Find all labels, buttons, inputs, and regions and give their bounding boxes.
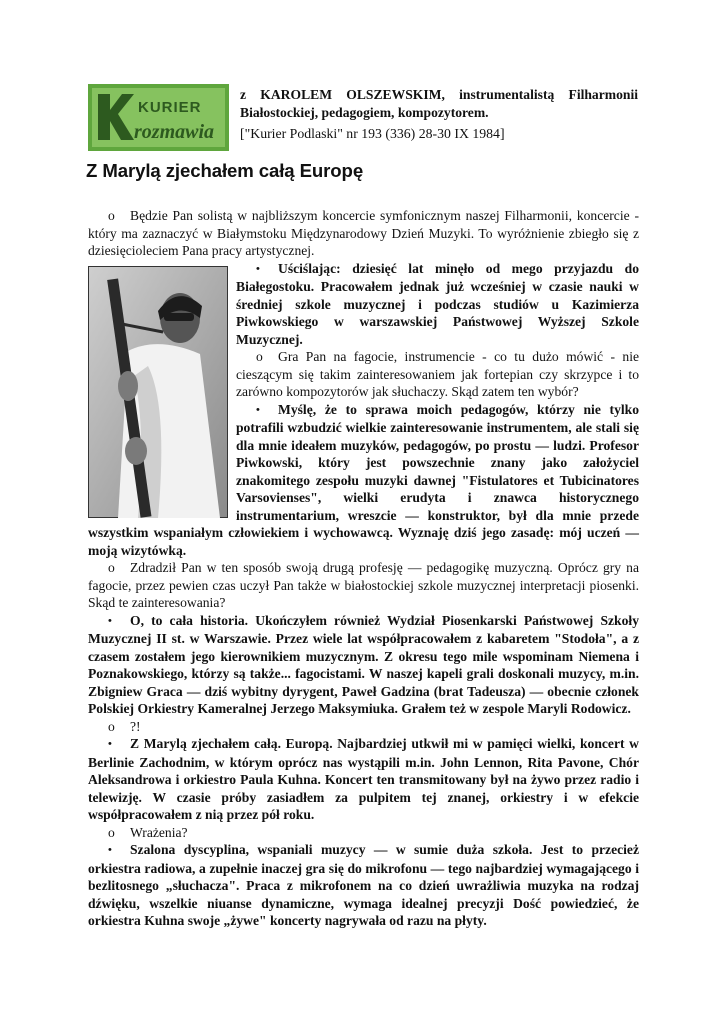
photo-hand-lower: [125, 437, 147, 465]
question-bullet: o: [108, 718, 115, 734]
answer-bullet: •: [108, 614, 112, 627]
answer-bullet: •: [108, 738, 112, 750]
photo-glasses: [164, 313, 194, 321]
answer-bullet: •: [108, 844, 112, 856]
question-bullet: o: [108, 560, 115, 575]
article-title: Z Marylą zjechałem całą Europę: [86, 160, 364, 181]
question-text: Gra Pan na fagocie, instrumencie - co tu dużo mówić - nie cieszącym się takim zainteresowaniem jak fortepian czy skrzypce i to zarówno kompozytorów jak słuchaczy. Skąd zatem ten wybór?: [236, 349, 639, 399]
answer-bullet: •: [256, 262, 260, 275]
logo-line1: KURIER: [138, 99, 202, 116]
source-citation: ["Kurier Podlaski" nr 193 (336) 28-30 IX 1984]: [240, 126, 505, 141]
question-paragraph: [88, 824, 639, 842]
question-text: Wrażenia?: [130, 824, 188, 840]
answer-text: Myślę, że to sprawa moich pedagogów, którzy nie tylko potrafili wzbudzić wielkie zainteresowanie instrumentem, ale stali się dla mnie ideałem muzyków, pedagogów, po prostu — ludzi. Profesor Piwkowski, który jest powszechnie znany jako założyciel znakomitego zespołu muzyki dawnej "Fistulatores et Tubicinatores Varsovienses", wielki erudyta i znawca historycznego instrumentarium, wreszcie — konstruktor, był dla mnie przede wszystkim wspaniałym człowiekiem i wychowawcą. Wyznaję dziś jego zasadę: mój uczeń — moją wizytówką.: [88, 401, 639, 558]
logo-line2: rozmawia: [134, 121, 215, 143]
question-text: Zdradził Pan w ten sposób swoją drugą profesję — pedagogikę muzyczną. Oprócz gry na fagocie, przez pewien czas uczył Pan także w białostockiej szkole muzycznej interpretacji piosenki. Skąd te zainteresowania?: [88, 560, 639, 610]
question-paragraph: [88, 207, 639, 260]
question-bullet: o: [108, 208, 115, 223]
question-paragraph: [88, 718, 639, 736]
article-body: [88, 207, 639, 930]
interview-intro: z KAROLEM OLSZEWSKIM, instrumentalistą Filharmonii Białostockiej, pedagogiem, kompozytorem.: [240, 87, 638, 120]
answer-paragraph: [88, 841, 639, 930]
question-text: Będzie Pan solistą w najbliższym koncercie symfonicznym naszej Filharmonii, koncercie - który ma zaznaczyć w Białymstoku Międzynarodowy Dzień Muzyki. To wyróżnienie zbiegło się z dziesięcioleciem Pana pracy artystycznej.: [88, 208, 639, 258]
question-bullet: o: [256, 349, 263, 364]
bassoonist-photo: [88, 266, 228, 518]
answer-paragraph: [88, 735, 639, 824]
answer-text: Z Marylą zjechałem całą. Europą. Najbardziej utkwił mi w pamięci wielki, koncert w Berlinie Zachodnim, w którym oprócz nas wystąpili m.in. John Lennon, Rita Pavone, Chór Aleksandrowa i orkiestro Paula Kuhna. Koncert ten transmitowany był na żywo przez radio i telewizję. W czasie próby zasiadłem za pulpitem tej znanej, orkiestry i w efekcie współpracowałem z nią przez pół roku.: [88, 736, 639, 822]
answer-text: O, to cała historia. Ukończyłem również Wydział Piosenkarski Państwowej Szkoły Muzycznej II st. w Warszawie. Przez wiele lat współpracowałem z kabaretem "Stodoła", a z czasem zostałem jego kierownikiem muzycznym. Z okresu tego mile wspominam Niemena i Poznakowskiego, którzy są także... fagocistami. W naszej kapeli grali doskonali muzycy, m.in. Zbigniew Graca — dziś wybitny dyrygent, Paweł Gadzina (brat Tadeusza) — obecnie członek Polskiej Orkiestry Kameralnej Jerzego Maksymiuka. Grałem też w zespole Maryli Rodowicz.: [88, 612, 639, 716]
question-text: ?!: [130, 718, 141, 734]
question-paragraph: [88, 559, 639, 612]
question-bullet: o: [108, 824, 115, 840]
answer-bullet: •: [256, 403, 260, 416]
answer-paragraph: [88, 612, 639, 718]
photo-hand-upper: [118, 371, 138, 401]
kurier-rozmawia-logo: [88, 84, 229, 151]
answer-text: Uściślając: dziesięć lat minęło od mego przyjazdu do Białegostoku. Pracowałem jednak już wcześniej w czasie nauki w średniej szkole muzycznej i podczas studiów u Kazimierza Piwkowskiego w warszawskiej Państwowej Wyższej Szkole Muzycznej.: [236, 260, 639, 347]
answer-text: Szalona dyscyplina, wspaniali muzycy — w sumie duża szkoła. Jest to przecież orkiestra radiowa, a zupełnie inaczej gra się do mikrofonu — tego najbardziej wymagającego i bezlitosnego „słuchacza". Praca z mikrofonem na co dzień uwrażliwia muzyka na rodzaj dźwięku, wszelkie niuanse dynamiczne, wymaga idealnej precyzji Dość powiedzieć, że orkiestra Kuhna swoje „żywe" koncerty nagrywała od razu na płyty.: [88, 842, 639, 928]
